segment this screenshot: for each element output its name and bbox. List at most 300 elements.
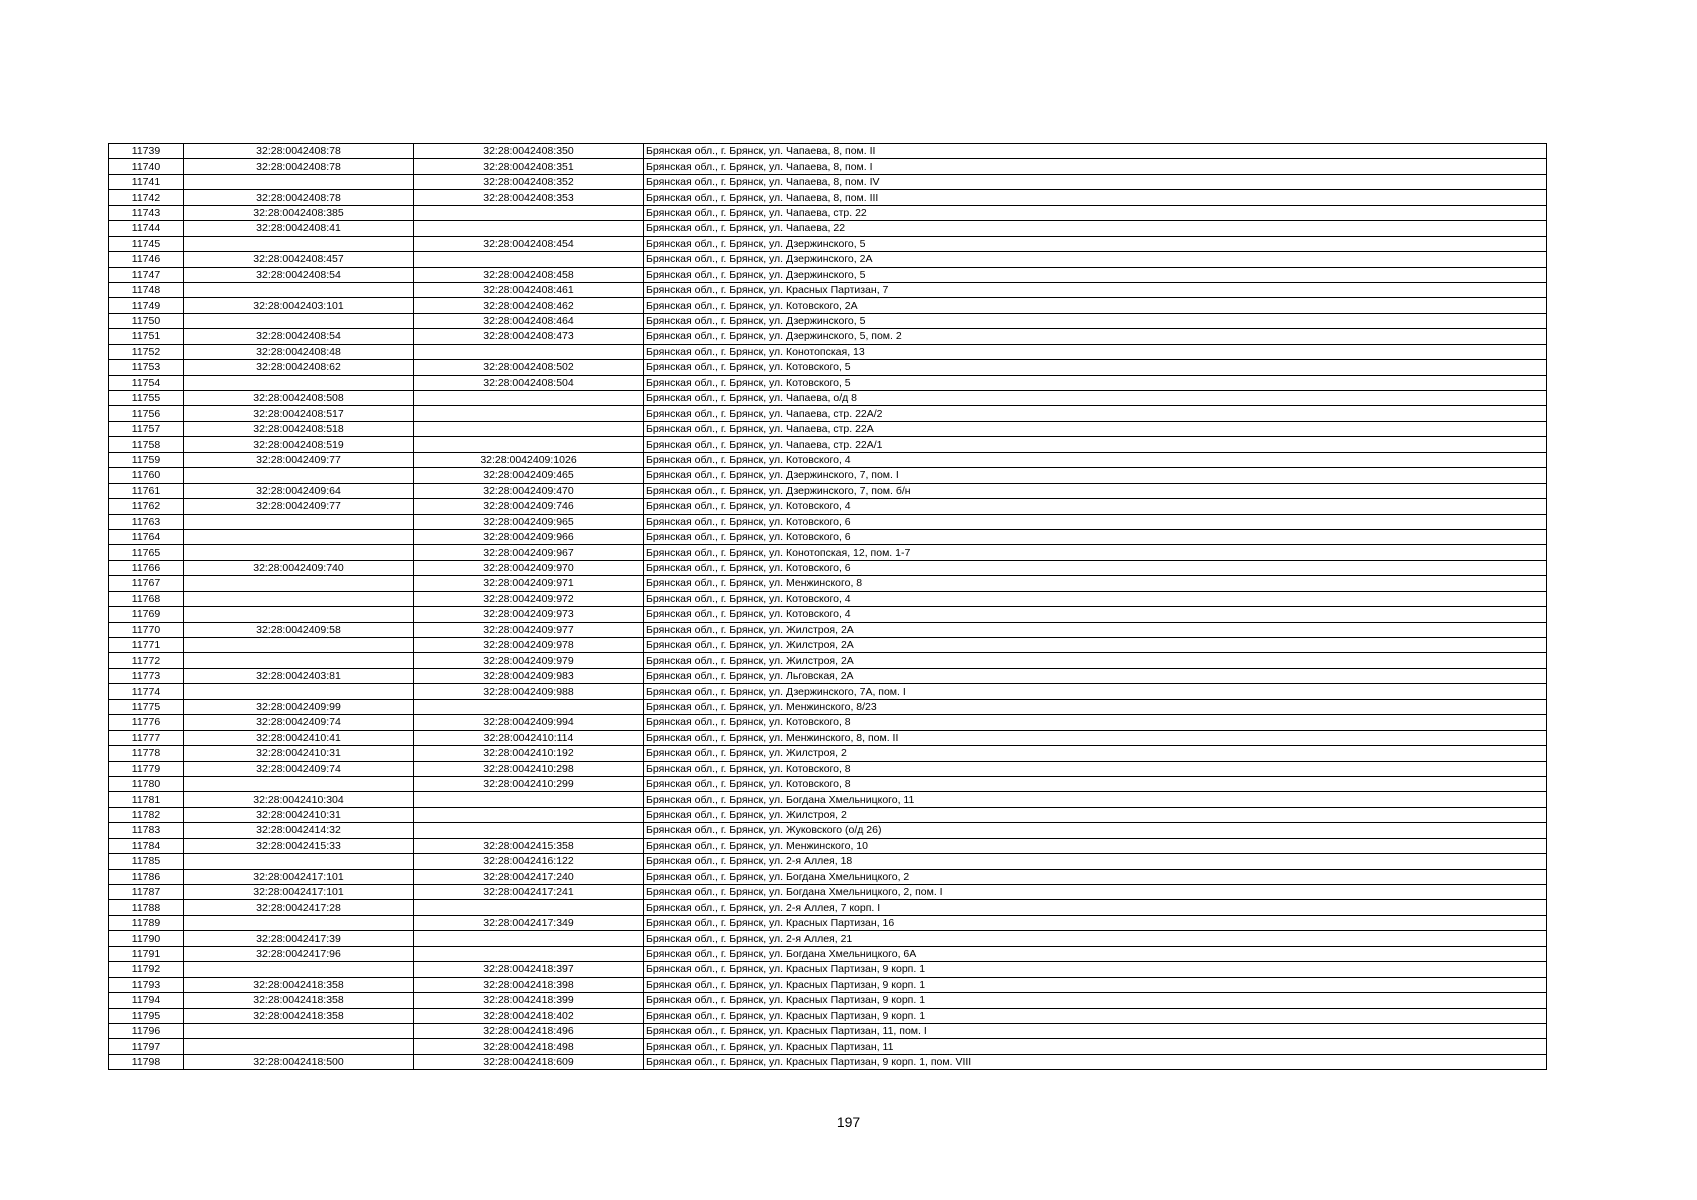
row-number-cell: 11760	[109, 468, 184, 483]
parcel-number-cell: 32:28:0042408:41	[184, 221, 414, 236]
row-number-cell: 11749	[109, 298, 184, 313]
object-number-cell: 32:28:0042408:473	[414, 329, 644, 344]
parcel-number-cell	[184, 375, 414, 390]
row-number-cell: 11777	[109, 730, 184, 745]
row-number-cell: 11747	[109, 267, 184, 282]
parcel-number-cell: 32:28:0042408:78	[184, 159, 414, 174]
row-number-cell: 11769	[109, 607, 184, 622]
row-number-cell: 11743	[109, 205, 184, 220]
address-cell: Брянская обл., г. Брянск, ул. 2-я Аллея, 7 корп. I	[644, 900, 1547, 915]
address-cell: Брянская обл., г. Брянск, ул. Котовского, 8	[644, 776, 1547, 791]
address-cell: Брянская обл., г. Брянск, ул. Котовского, 2А	[644, 298, 1547, 313]
address-cell: Брянская обл., г. Брянск, ул. Котовского, 4	[644, 499, 1547, 514]
row-number-cell: 11778	[109, 746, 184, 761]
parcel-number-cell	[184, 313, 414, 328]
parcel-number-cell	[184, 684, 414, 699]
address-cell: Брянская обл., г. Брянск, ул. Жилстроя, 2А	[644, 638, 1547, 653]
object-number-cell: 32:28:0042418:402	[414, 1008, 644, 1023]
row-number-cell: 11755	[109, 391, 184, 406]
row-number-cell: 11765	[109, 545, 184, 560]
row-number-cell: 11794	[109, 993, 184, 1008]
parcel-number-cell	[184, 468, 414, 483]
address-cell: Брянская обл., г. Брянск, ул. Дзержинского, 5	[644, 236, 1547, 251]
parcel-number-cell	[184, 962, 414, 977]
object-number-cell: 32:28:0042409:972	[414, 591, 644, 606]
address-cell: Брянская обл., г. Брянск, ул. Чапаева, 8, пом. I	[644, 159, 1547, 174]
object-number-cell: 32:28:0042408:502	[414, 360, 644, 375]
parcel-number-cell: 32:28:0042417:101	[184, 885, 414, 900]
table-row	[109, 746, 1547, 761]
parcel-number-cell	[184, 915, 414, 930]
parcel-number-cell: 32:28:0042418:500	[184, 1054, 414, 1069]
address-cell: Брянская обл., г. Брянск, ул. Красных Партизан, 9 корп. 1	[644, 993, 1547, 1008]
row-number-cell: 11796	[109, 1023, 184, 1038]
parcel-number-cell: 32:28:0042417:28	[184, 900, 414, 915]
parcel-number-cell: 32:28:0042414:32	[184, 823, 414, 838]
address-cell: Брянская обл., г. Брянск, ул. Котовского, 4	[644, 607, 1547, 622]
table-row	[109, 560, 1547, 575]
row-number-cell: 11780	[109, 776, 184, 791]
parcel-number-cell: 32:28:0042418:358	[184, 1008, 414, 1023]
table-row	[109, 931, 1547, 946]
parcel-number-cell	[184, 1023, 414, 1038]
row-number-cell: 11766	[109, 560, 184, 575]
object-number-cell: 32:28:0042418:397	[414, 962, 644, 977]
object-number-cell	[414, 406, 644, 421]
object-number-cell: 32:28:0042409:470	[414, 483, 644, 498]
table-row	[109, 823, 1547, 838]
object-number-cell: 32:28:0042409:1026	[414, 452, 644, 467]
object-number-cell: 32:28:0042409:983	[414, 668, 644, 683]
table-row	[109, 1054, 1547, 1069]
object-number-cell: 32:28:0042417:349	[414, 915, 644, 930]
object-number-cell: 32:28:0042410:192	[414, 746, 644, 761]
row-number-cell: 11753	[109, 360, 184, 375]
address-cell: Брянская обл., г. Брянск, ул. Чапаева, 22	[644, 221, 1547, 236]
table-row	[109, 792, 1547, 807]
table-row	[109, 699, 1547, 714]
parcel-number-cell: 32:28:0042403:81	[184, 668, 414, 683]
object-number-cell: 32:28:0042418:609	[414, 1054, 644, 1069]
table-row	[109, 406, 1547, 421]
table-row	[109, 329, 1547, 344]
table-row	[109, 391, 1547, 406]
object-number-cell: 32:28:0042409:977	[414, 622, 644, 637]
table-row	[109, 900, 1547, 915]
object-number-cell	[414, 807, 644, 822]
row-number-cell: 11775	[109, 699, 184, 714]
address-cell: Брянская обл., г. Брянск, ул. Богдана Хмельницкого, 11	[644, 792, 1547, 807]
parcel-number-cell: 32:28:0042417:39	[184, 931, 414, 946]
address-cell: Брянская обл., г. Брянск, ул. Котовского, 6	[644, 560, 1547, 575]
parcel-number-cell: 32:28:0042408:517	[184, 406, 414, 421]
address-cell: Брянская обл., г. Брянск, ул. Чапаева, 8, пом. IV	[644, 174, 1547, 189]
parcel-number-cell: 32:28:0042409:77	[184, 499, 414, 514]
parcel-number-cell: 32:28:0042409:64	[184, 483, 414, 498]
table-row	[109, 174, 1547, 189]
address-cell: Брянская обл., г. Брянск, ул. Дзержинского, 7А, пом. I	[644, 684, 1547, 699]
parcel-number-cell	[184, 282, 414, 297]
parcel-number-cell	[184, 545, 414, 560]
row-number-cell: 11758	[109, 437, 184, 452]
object-number-cell	[414, 205, 644, 220]
table-row	[109, 1039, 1547, 1054]
table-row	[109, 159, 1547, 174]
table-row	[109, 977, 1547, 992]
object-number-cell: 32:28:0042409:973	[414, 607, 644, 622]
object-number-cell: 32:28:0042415:358	[414, 838, 644, 853]
address-cell: Брянская обл., г. Брянск, ул. Жуковского (о/д 26)	[644, 823, 1547, 838]
address-cell: Брянская обл., г. Брянск, ул. Льговская, 2А	[644, 668, 1547, 683]
address-cell: Брянская обл., г. Брянск, ул. Котовского, 8	[644, 715, 1547, 730]
object-number-cell: 32:28:0042408:351	[414, 159, 644, 174]
row-number-cell: 11746	[109, 252, 184, 267]
registry-table-body	[109, 144, 1547, 1070]
table-row	[109, 854, 1547, 869]
parcel-number-cell: 32:28:0042417:96	[184, 946, 414, 961]
row-number-cell: 11751	[109, 329, 184, 344]
table-row	[109, 761, 1547, 776]
table-row	[109, 591, 1547, 606]
row-number-cell: 11776	[109, 715, 184, 730]
object-number-cell: 32:28:0042409:970	[414, 560, 644, 575]
object-number-cell	[414, 437, 644, 452]
row-number-cell: 11767	[109, 576, 184, 591]
row-number-cell: 11745	[109, 236, 184, 251]
table-row	[109, 730, 1547, 745]
parcel-number-cell: 32:28:0042418:358	[184, 977, 414, 992]
object-number-cell: 32:28:0042409:978	[414, 638, 644, 653]
table-row	[109, 452, 1547, 467]
parcel-number-cell: 32:28:0042408:457	[184, 252, 414, 267]
parcel-number-cell	[184, 607, 414, 622]
address-cell: Брянская обл., г. Брянск, ул. Жилстроя, 2А	[644, 622, 1547, 637]
parcel-number-cell	[184, 591, 414, 606]
parcel-number-cell: 32:28:0042409:74	[184, 761, 414, 776]
table-row	[109, 437, 1547, 452]
address-cell: Брянская обл., г. Брянск, ул. Дзержинского, 5	[644, 313, 1547, 328]
table-row	[109, 483, 1547, 498]
row-number-cell: 11784	[109, 838, 184, 853]
object-number-cell: 32:28:0042408:454	[414, 236, 644, 251]
address-cell: Брянская обл., г. Брянск, ул. Котовского, 4	[644, 452, 1547, 467]
object-number-cell: 32:28:0042408:504	[414, 375, 644, 390]
object-number-cell: 32:28:0042418:496	[414, 1023, 644, 1038]
object-number-cell	[414, 221, 644, 236]
address-cell: Брянская обл., г. Брянск, ул. Менжинского, 8	[644, 576, 1547, 591]
object-number-cell: 32:28:0042409:965	[414, 514, 644, 529]
address-cell: Брянская обл., г. Брянск, ул. Красных Партизан, 9 корп. 1, пом. VIII	[644, 1054, 1547, 1069]
address-cell: Брянская обл., г. Брянск, ул. Богдана Хмельницкого, 2	[644, 869, 1547, 884]
object-number-cell: 32:28:0042409:979	[414, 653, 644, 668]
address-cell: Брянская обл., г. Брянск, ул. Котовского, 6	[644, 529, 1547, 544]
table-row	[109, 807, 1547, 822]
address-cell: Брянская обл., г. Брянск, ул. Жилстроя, 2А	[644, 653, 1547, 668]
row-number-cell: 11774	[109, 684, 184, 699]
row-number-cell: 11786	[109, 869, 184, 884]
address-cell: Брянская обл., г. Брянск, ул. Чапаева, 8, пом. III	[644, 190, 1547, 205]
address-cell: Брянская обл., г. Брянск, ул. Богдана Хмельницкого, 6А	[644, 946, 1547, 961]
parcel-number-cell: 32:28:0042410:304	[184, 792, 414, 807]
table-row	[109, 622, 1547, 637]
object-number-cell: 32:28:0042409:967	[414, 545, 644, 560]
table-row	[109, 668, 1547, 683]
object-number-cell: 32:28:0042408:353	[414, 190, 644, 205]
address-cell: Брянская обл., г. Брянск, ул. Дзержинского, 7, пом. I	[644, 468, 1547, 483]
object-number-cell: 32:28:0042418:498	[414, 1039, 644, 1054]
parcel-number-cell: 32:28:0042410:31	[184, 807, 414, 822]
row-number-cell: 11792	[109, 962, 184, 977]
address-cell: Брянская обл., г. Брянск, ул. 2-я Аллея, 21	[644, 931, 1547, 946]
address-cell: Брянская обл., г. Брянск, ул. Жилстроя, 2	[644, 807, 1547, 822]
row-number-cell: 11744	[109, 221, 184, 236]
object-number-cell: 32:28:0042409:994	[414, 715, 644, 730]
table-row	[109, 545, 1547, 560]
parcel-number-cell: 32:28:0042409:99	[184, 699, 414, 714]
address-cell: Брянская обл., г. Брянск, ул. Котовского, 6	[644, 514, 1547, 529]
object-number-cell	[414, 900, 644, 915]
table-row	[109, 514, 1547, 529]
table-row	[109, 360, 1547, 375]
row-number-cell: 11752	[109, 344, 184, 359]
table-row	[109, 375, 1547, 390]
object-number-cell: 32:28:0042409:988	[414, 684, 644, 699]
parcel-number-cell	[184, 638, 414, 653]
address-cell: Брянская обл., г. Брянск, ул. Дзержинского, 5, пом. 2	[644, 329, 1547, 344]
object-number-cell: 32:28:0042410:298	[414, 761, 644, 776]
parcel-number-cell: 32:28:0042408:48	[184, 344, 414, 359]
row-number-cell: 11761	[109, 483, 184, 498]
address-cell: Брянская обл., г. Брянск, ул. Богдана Хмельницкого, 2, пом. I	[644, 885, 1547, 900]
table-row	[109, 885, 1547, 900]
parcel-number-cell: 32:28:0042408:385	[184, 205, 414, 220]
registry-table	[108, 143, 1547, 1070]
parcel-number-cell: 32:28:0042408:519	[184, 437, 414, 452]
object-number-cell: 32:28:0042408:352	[414, 174, 644, 189]
table-row	[109, 144, 1547, 159]
object-number-cell: 32:28:0042408:464	[414, 313, 644, 328]
object-number-cell: 32:28:0042409:746	[414, 499, 644, 514]
object-number-cell: 32:28:0042417:240	[414, 869, 644, 884]
table-row	[109, 915, 1547, 930]
address-cell: Брянская обл., г. Брянск, ул. Красных Партизан, 9 корп. 1	[644, 977, 1547, 992]
address-cell: Брянская обл., г. Брянск, ул. Менжинского, 10	[644, 838, 1547, 853]
parcel-number-cell: 32:28:0042409:740	[184, 560, 414, 575]
row-number-cell: 11788	[109, 900, 184, 915]
parcel-number-cell: 32:28:0042408:518	[184, 421, 414, 436]
parcel-number-cell: 32:28:0042408:54	[184, 329, 414, 344]
object-number-cell: 32:28:0042410:299	[414, 776, 644, 791]
address-cell: Брянская обл., г. Брянск, ул. Менжинского, 8/23	[644, 699, 1547, 714]
table-row	[109, 236, 1547, 251]
row-number-cell: 11785	[109, 854, 184, 869]
row-number-cell: 11768	[109, 591, 184, 606]
address-cell: Брянская обл., г. Брянск, ул. Красных Партизан, 16	[644, 915, 1547, 930]
address-cell: Брянская обл., г. Брянск, ул. Красных Партизан, 11, пом. I	[644, 1023, 1547, 1038]
row-number-cell: 11779	[109, 761, 184, 776]
parcel-number-cell: 32:28:0042410:31	[184, 746, 414, 761]
parcel-number-cell: 32:28:0042409:58	[184, 622, 414, 637]
row-number-cell: 11742	[109, 190, 184, 205]
object-number-cell: 32:28:0042408:458	[414, 267, 644, 282]
address-cell: Брянская обл., г. Брянск, ул. 2-я Аллея, 18	[644, 854, 1547, 869]
row-number-cell: 11773	[109, 668, 184, 683]
parcel-number-cell: 32:28:0042418:358	[184, 993, 414, 1008]
table-row	[109, 715, 1547, 730]
object-number-cell	[414, 252, 644, 267]
table-row	[109, 962, 1547, 977]
address-cell: Брянская обл., г. Брянск, ул. Конотопская, 12, пом. 1-7	[644, 545, 1547, 560]
table-row	[109, 1008, 1547, 1023]
address-cell: Брянская обл., г. Брянск, ул. Менжинского, 8, пом. II	[644, 730, 1547, 745]
row-number-cell: 11798	[109, 1054, 184, 1069]
address-cell: Брянская обл., г. Брянск, ул. Котовского, 5	[644, 375, 1547, 390]
table-row	[109, 421, 1547, 436]
table-row	[109, 529, 1547, 544]
table-row	[109, 221, 1547, 236]
parcel-number-cell	[184, 576, 414, 591]
address-cell: Брянская обл., г. Брянск, ул. Котовского, 8	[644, 761, 1547, 776]
table-row	[109, 684, 1547, 699]
row-number-cell: 11793	[109, 977, 184, 992]
table-row	[109, 838, 1547, 853]
table-row	[109, 993, 1547, 1008]
row-number-cell: 11772	[109, 653, 184, 668]
row-number-cell: 11795	[109, 1008, 184, 1023]
address-cell: Брянская обл., г. Брянск, ул. Дзержинского, 5	[644, 267, 1547, 282]
table-row	[109, 267, 1547, 282]
parcel-number-cell	[184, 236, 414, 251]
address-cell: Брянская обл., г. Брянск, ул. Котовского, 4	[644, 591, 1547, 606]
table-row	[109, 869, 1547, 884]
parcel-number-cell: 32:28:0042408:54	[184, 267, 414, 282]
address-cell: Брянская обл., г. Брянск, ул. Дзержинского, 2А	[644, 252, 1547, 267]
parcel-number-cell	[184, 1039, 414, 1054]
object-number-cell: 32:28:0042418:398	[414, 977, 644, 992]
row-number-cell: 11787	[109, 885, 184, 900]
parcel-number-cell	[184, 174, 414, 189]
object-number-cell	[414, 699, 644, 714]
table-row	[109, 607, 1547, 622]
object-number-cell	[414, 344, 644, 359]
object-number-cell: 32:28:0042417:241	[414, 885, 644, 900]
address-cell: Брянская обл., г. Брянск, ул. Дзержинского, 7, пом. б/н	[644, 483, 1547, 498]
parcel-number-cell: 32:28:0042403:101	[184, 298, 414, 313]
row-number-cell: 11782	[109, 807, 184, 822]
table-row	[109, 252, 1547, 267]
object-number-cell	[414, 823, 644, 838]
object-number-cell: 32:28:0042409:966	[414, 529, 644, 544]
address-cell: Брянская обл., г. Брянск, ул. Чапаева, стр. 22	[644, 205, 1547, 220]
table-row	[109, 190, 1547, 205]
object-number-cell: 32:28:0042408:462	[414, 298, 644, 313]
row-number-cell: 11763	[109, 514, 184, 529]
address-cell: Брянская обл., г. Брянск, ул. Чапаева, стр. 22А	[644, 421, 1547, 436]
parcel-number-cell	[184, 653, 414, 668]
object-number-cell: 32:28:0042410:114	[414, 730, 644, 745]
row-number-cell: 11771	[109, 638, 184, 653]
row-number-cell: 11740	[109, 159, 184, 174]
row-number-cell: 11791	[109, 946, 184, 961]
parcel-number-cell	[184, 776, 414, 791]
object-number-cell	[414, 792, 644, 807]
object-number-cell: 32:28:0042409:465	[414, 468, 644, 483]
row-number-cell: 11741	[109, 174, 184, 189]
parcel-number-cell: 32:28:0042409:77	[184, 452, 414, 467]
parcel-number-cell	[184, 854, 414, 869]
table-row	[109, 653, 1547, 668]
row-number-cell: 11783	[109, 823, 184, 838]
row-number-cell: 11748	[109, 282, 184, 297]
parcel-number-cell: 32:28:0042417:101	[184, 869, 414, 884]
object-number-cell	[414, 931, 644, 946]
address-cell: Брянская обл., г. Брянск, ул. Чапаева, стр. 22А/2	[644, 406, 1547, 421]
table-row	[109, 576, 1547, 591]
table-row	[109, 776, 1547, 791]
row-number-cell: 11764	[109, 529, 184, 544]
table-row	[109, 499, 1547, 514]
table-row	[109, 298, 1547, 313]
table-row	[109, 638, 1547, 653]
parcel-number-cell: 32:28:0042408:508	[184, 391, 414, 406]
parcel-number-cell	[184, 514, 414, 529]
row-number-cell: 11790	[109, 931, 184, 946]
parcel-number-cell: 32:28:0042415:33	[184, 838, 414, 853]
table-row	[109, 282, 1547, 297]
object-number-cell	[414, 946, 644, 961]
row-number-cell: 11770	[109, 622, 184, 637]
row-number-cell: 11739	[109, 144, 184, 159]
parcel-number-cell: 32:28:0042408:62	[184, 360, 414, 375]
table-row	[109, 1023, 1547, 1038]
object-number-cell: 32:28:0042408:461	[414, 282, 644, 297]
address-cell: Брянская обл., г. Брянск, ул. Красных Партизан, 7	[644, 282, 1547, 297]
address-cell: Брянская обл., г. Брянск, ул. Красных Партизан, 9 корп. 1	[644, 1008, 1547, 1023]
object-number-cell	[414, 391, 644, 406]
address-cell: Брянская обл., г. Брянск, ул. Котовского, 5	[644, 360, 1547, 375]
table-row	[109, 205, 1547, 220]
row-number-cell: 11797	[109, 1039, 184, 1054]
address-cell: Брянская обл., г. Брянск, ул. Красных Партизан, 9 корп. 1	[644, 962, 1547, 977]
row-number-cell: 11789	[109, 915, 184, 930]
address-cell: Брянская обл., г. Брянск, ул. Красных Партизан, 11	[644, 1039, 1547, 1054]
address-cell: Брянская обл., г. Брянск, ул. Конотопская, 13	[644, 344, 1547, 359]
row-number-cell: 11781	[109, 792, 184, 807]
object-number-cell: 32:28:0042408:350	[414, 144, 644, 159]
table-row	[109, 344, 1547, 359]
row-number-cell: 11757	[109, 421, 184, 436]
row-number-cell: 11759	[109, 452, 184, 467]
table-row	[109, 313, 1547, 328]
parcel-number-cell: 32:28:0042408:78	[184, 190, 414, 205]
row-number-cell: 11754	[109, 375, 184, 390]
row-number-cell: 11756	[109, 406, 184, 421]
object-number-cell: 32:28:0042418:399	[414, 993, 644, 1008]
parcel-number-cell	[184, 529, 414, 544]
parcel-number-cell: 32:28:0042408:78	[184, 144, 414, 159]
page-number: 197	[836, 1114, 861, 1130]
address-cell: Брянская обл., г. Брянск, ул. Чапаева, 8, пом. II	[644, 144, 1547, 159]
table-row	[109, 468, 1547, 483]
row-number-cell: 11762	[109, 499, 184, 514]
object-number-cell: 32:28:0042416:122	[414, 854, 644, 869]
address-cell: Брянская обл., г. Брянск, ул. Чапаева, о/д 8	[644, 391, 1547, 406]
table-row	[109, 946, 1547, 961]
parcel-number-cell: 32:28:0042409:74	[184, 715, 414, 730]
parcel-number-cell: 32:28:0042410:41	[184, 730, 414, 745]
row-number-cell: 11750	[109, 313, 184, 328]
object-number-cell: 32:28:0042409:971	[414, 576, 644, 591]
